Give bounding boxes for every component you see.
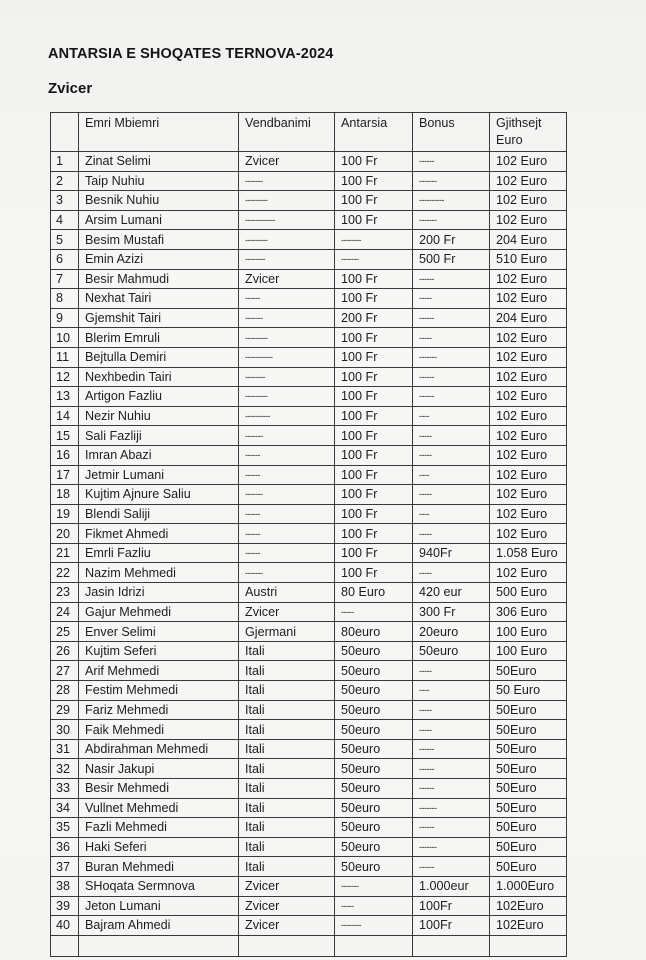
cell-bonus: ------: [413, 779, 490, 799]
table-row: [51, 269, 567, 289]
cell-total: 306 Euro: [490, 602, 567, 622]
cell-bonus: 420 eur: [413, 583, 490, 603]
table-row: [51, 249, 567, 269]
cell-number: 20: [51, 524, 79, 544]
cell-name: Taip Nuhiu: [79, 171, 239, 191]
empty-cell: [490, 935, 567, 956]
cell-total: 102 Euro: [490, 367, 567, 387]
cell-number: 3: [51, 191, 79, 211]
cell-name: Sali Fazliji: [79, 426, 239, 446]
cell-bonus: ------: [413, 367, 490, 387]
cell-total: 102 Euro: [490, 485, 567, 505]
cell-total: 102 Euro: [490, 152, 567, 172]
table-row: [51, 641, 567, 661]
cell-number: 35: [51, 818, 79, 838]
table-row: [51, 289, 567, 309]
cell-bonus: -----: [413, 445, 490, 465]
table-row: [51, 504, 567, 524]
cell-total: 100 Euro: [490, 641, 567, 661]
cell-residence: Gjermani: [239, 622, 335, 642]
empty-cell: [79, 935, 239, 956]
cell-name: SHoqata Sermnova: [79, 876, 239, 896]
cell-number: 27: [51, 661, 79, 681]
table-row: [51, 876, 567, 896]
cell-total: 50 Euro: [490, 681, 567, 701]
cell-residence: ------: [239, 289, 335, 309]
cell-residence: ------: [239, 445, 335, 465]
cell-residence: Itali: [239, 681, 335, 701]
cell-name: Nexhat Tairi: [79, 289, 239, 309]
table-row: [51, 191, 567, 211]
cell-name: Besir Mahmudi: [79, 269, 239, 289]
cell-number: 26: [51, 641, 79, 661]
cell-total: 102 Euro: [490, 563, 567, 583]
table-row: [51, 700, 567, 720]
cell-total: 102 Euro: [490, 289, 567, 309]
cell-residence: -------: [239, 308, 335, 328]
cell-name: Nezir Nuhiu: [79, 406, 239, 426]
cell-number: 36: [51, 837, 79, 857]
cell-bonus: 1.000eur: [413, 876, 490, 896]
table-row: [51, 896, 567, 916]
cell-name: Vullnet Mehmedi: [79, 798, 239, 818]
cell-bonus: 100Fr: [413, 896, 490, 916]
cell-number: 38: [51, 876, 79, 896]
cell-residence: -------: [239, 426, 335, 446]
cell-number: 2: [51, 171, 79, 191]
cell-bonus: -----: [413, 289, 490, 309]
cell-residence: Zvicer: [239, 152, 335, 172]
cell-name: Nazim Mehmedi: [79, 563, 239, 583]
cell-total: 102Euro: [490, 896, 567, 916]
cell-name: Nexhbedin Tairi: [79, 367, 239, 387]
cell-name: Jeton Lumani: [79, 896, 239, 916]
cell-name: Kujtim Ajnure Saliu: [79, 485, 239, 505]
header-bonus: Bonus: [413, 113, 490, 152]
cell-bonus: -----: [413, 661, 490, 681]
cell-membership: 100 Fr: [335, 152, 413, 172]
table-row: [51, 681, 567, 701]
cell-bonus: ----: [413, 504, 490, 524]
cell-residence: ------: [239, 543, 335, 563]
header-residence: Vendbanimi: [239, 113, 335, 152]
cell-membership: 200 Fr: [335, 308, 413, 328]
cell-residence: Zvicer: [239, 896, 335, 916]
cell-membership: 100 Fr: [335, 504, 413, 524]
cell-number: 4: [51, 210, 79, 230]
cell-residence: Itali: [239, 837, 335, 857]
cell-name: Arsim Lumani: [79, 210, 239, 230]
cell-name: Bejtulla Demiri: [79, 347, 239, 367]
cell-membership: --------: [335, 230, 413, 250]
cell-membership: 100 Fr: [335, 191, 413, 211]
table-body: [51, 152, 567, 957]
cell-total: 102 Euro: [490, 406, 567, 426]
cell-total: 102 Euro: [490, 210, 567, 230]
cell-number: 8: [51, 289, 79, 309]
cell-residence: ------------: [239, 210, 335, 230]
cell-bonus: 300 Fr: [413, 602, 490, 622]
cell-total: 102 Euro: [490, 171, 567, 191]
table-row: [51, 543, 567, 563]
cell-bonus: ----------: [413, 191, 490, 211]
cell-membership: 50euro: [335, 661, 413, 681]
cell-name: Imran Abazi: [79, 445, 239, 465]
cell-membership: 100 Fr: [335, 210, 413, 230]
table-row: [51, 367, 567, 387]
cell-name: Arif Mehmedi: [79, 661, 239, 681]
cell-bonus: -----: [413, 524, 490, 544]
cell-total: 102 Euro: [490, 387, 567, 407]
cell-total: 204 Euro: [490, 230, 567, 250]
cell-membership: -------: [335, 876, 413, 896]
cell-number: 24: [51, 602, 79, 622]
table-row: [51, 583, 567, 603]
cell-residence: ---------: [239, 328, 335, 348]
table-row: [51, 739, 567, 759]
cell-membership: 50euro: [335, 818, 413, 838]
cell-name: Emin Azizi: [79, 249, 239, 269]
cell-number: 22: [51, 563, 79, 583]
cell-total: 50Euro: [490, 661, 567, 681]
cell-name: Gajur Mehmedi: [79, 602, 239, 622]
table-row: [51, 387, 567, 407]
cell-number: 30: [51, 720, 79, 740]
cell-number: 18: [51, 485, 79, 505]
cell-number: 12: [51, 367, 79, 387]
cell-name: Fazli Mehmedi: [79, 818, 239, 838]
table-row: [51, 328, 567, 348]
cell-membership: 100 Fr: [335, 171, 413, 191]
table-row: [51, 661, 567, 681]
cell-bonus: -----: [413, 720, 490, 740]
cell-residence: Itali: [239, 779, 335, 799]
table-row: [51, 779, 567, 799]
table-row: [51, 308, 567, 328]
cell-residence: Itali: [239, 798, 335, 818]
cell-residence: ----------: [239, 406, 335, 426]
cell-total: 50Euro: [490, 857, 567, 877]
cell-total: 102 Euro: [490, 347, 567, 367]
cell-residence: ---------: [239, 387, 335, 407]
cell-bonus: 500 Fr: [413, 249, 490, 269]
cell-bonus: ------: [413, 818, 490, 838]
table-row: [51, 818, 567, 838]
cell-total: 50Euro: [490, 798, 567, 818]
cell-membership: -----: [335, 896, 413, 916]
cell-membership: 100 Fr: [335, 328, 413, 348]
cell-bonus: ------: [413, 387, 490, 407]
cell-membership: 100 Fr: [335, 289, 413, 309]
cell-membership: 100 Fr: [335, 406, 413, 426]
cell-residence: --------: [239, 249, 335, 269]
cell-number: 11: [51, 347, 79, 367]
cell-name: Jetmir Lumani: [79, 465, 239, 485]
cell-membership: 50euro: [335, 759, 413, 779]
cell-membership: 100 Fr: [335, 485, 413, 505]
cell-residence: ------: [239, 504, 335, 524]
cell-number: 39: [51, 896, 79, 916]
cell-residence: Itali: [239, 720, 335, 740]
cell-bonus: -------: [413, 210, 490, 230]
cell-bonus: -----: [413, 700, 490, 720]
cell-residence: Itali: [239, 641, 335, 661]
cell-residence: -----------: [239, 347, 335, 367]
cell-bonus: 50euro: [413, 641, 490, 661]
cell-number: 14: [51, 406, 79, 426]
cell-residence: Zvicer: [239, 269, 335, 289]
cell-name: Bajram Ahmedi: [79, 916, 239, 936]
header-membership: Antarsia: [335, 113, 413, 152]
cell-number: 9: [51, 308, 79, 328]
cell-name: Blerim Emruli: [79, 328, 239, 348]
cell-residence: Zvicer: [239, 602, 335, 622]
cell-total: 102 Euro: [490, 504, 567, 524]
cell-membership: 100 Fr: [335, 269, 413, 289]
cell-membership: 80euro: [335, 622, 413, 642]
cell-residence: Itali: [239, 661, 335, 681]
cell-number: 28: [51, 681, 79, 701]
cell-total: 102Euro: [490, 916, 567, 936]
cell-bonus: 940Fr: [413, 543, 490, 563]
cell-bonus: ------: [413, 308, 490, 328]
table-row: [51, 210, 567, 230]
cell-number: 10: [51, 328, 79, 348]
cell-residence: ------: [239, 524, 335, 544]
cell-total: 102 Euro: [490, 426, 567, 446]
cell-name: Abdirahman Mehmedi: [79, 739, 239, 759]
cell-residence: -------: [239, 563, 335, 583]
cell-bonus: -------: [413, 347, 490, 367]
cell-bonus: ----: [413, 681, 490, 701]
header-total: Gjithsejt Euro: [490, 113, 567, 152]
cell-residence: Zvicer: [239, 916, 335, 936]
cell-residence: Itali: [239, 857, 335, 877]
cell-membership: 100 Fr: [335, 367, 413, 387]
cell-bonus: -----: [413, 563, 490, 583]
table-row: [51, 916, 567, 936]
cell-number: 16: [51, 445, 79, 465]
cell-membership: 100 Fr: [335, 387, 413, 407]
cell-total: 204 Euro: [490, 308, 567, 328]
cell-total: 1.000Euro: [490, 876, 567, 896]
cell-membership: 100 Fr: [335, 426, 413, 446]
cell-bonus: 100Fr: [413, 916, 490, 936]
cell-number: 31: [51, 739, 79, 759]
cell-total: 1.058 Euro: [490, 543, 567, 563]
cell-total: 50Euro: [490, 739, 567, 759]
empty-table-row: [51, 935, 567, 956]
cell-bonus: 200 Fr: [413, 230, 490, 250]
cell-name: Nasir Jakupi: [79, 759, 239, 779]
cell-number: 25: [51, 622, 79, 642]
cell-bonus: -----: [413, 485, 490, 505]
table-row: [51, 465, 567, 485]
header-number: [51, 113, 79, 152]
cell-residence: Itali: [239, 700, 335, 720]
membership-table: [50, 112, 567, 957]
cell-residence: ---------: [239, 230, 335, 250]
cell-membership: 100 Fr: [335, 347, 413, 367]
cell-residence: Zvicer: [239, 876, 335, 896]
cell-name: Besnik Nuhiu: [79, 191, 239, 211]
cell-bonus: ------: [413, 759, 490, 779]
table-row: [51, 837, 567, 857]
cell-total: 100 Euro: [490, 622, 567, 642]
cell-bonus: ------: [413, 739, 490, 759]
cell-name: Buran Mehmedi: [79, 857, 239, 877]
empty-cell: [335, 935, 413, 956]
cell-membership: 80 Euro: [335, 583, 413, 603]
cell-bonus: -------: [413, 798, 490, 818]
cell-name: Blendi Saliji: [79, 504, 239, 524]
cell-membership: 50euro: [335, 798, 413, 818]
table-row: [51, 563, 567, 583]
cell-total: 50Euro: [490, 818, 567, 838]
cell-number: 5: [51, 230, 79, 250]
cell-membership: 50euro: [335, 779, 413, 799]
cell-residence: ---------: [239, 191, 335, 211]
cell-bonus: ----: [413, 465, 490, 485]
cell-name: Festim Mehmedi: [79, 681, 239, 701]
cell-number: 33: [51, 779, 79, 799]
cell-total: 102 Euro: [490, 328, 567, 348]
cell-number: 19: [51, 504, 79, 524]
table-header-row: [51, 113, 567, 152]
table-row: [51, 857, 567, 877]
cell-membership: 50euro: [335, 720, 413, 740]
cell-number: 40: [51, 916, 79, 936]
cell-membership: --------: [335, 916, 413, 936]
cell-residence: Austri: [239, 583, 335, 603]
cell-name: Fariz Mehmedi: [79, 700, 239, 720]
cell-total: 102 Euro: [490, 445, 567, 465]
cell-number: 34: [51, 798, 79, 818]
document-title: ANTARSIA E SHOQATES TERNOVA-2024: [48, 46, 334, 62]
cell-number: 21: [51, 543, 79, 563]
cell-membership: -----: [335, 602, 413, 622]
table-row: [51, 485, 567, 505]
cell-residence: Itali: [239, 739, 335, 759]
cell-name: Fikmet Ahmedi: [79, 524, 239, 544]
empty-cell: [51, 935, 79, 956]
cell-total: 102 Euro: [490, 524, 567, 544]
cell-membership: -------: [335, 249, 413, 269]
cell-membership: 100 Fr: [335, 465, 413, 485]
table-row: [51, 230, 567, 250]
table-row: [51, 720, 567, 740]
table-row: [51, 171, 567, 191]
cell-membership: 50euro: [335, 739, 413, 759]
cell-number: 37: [51, 857, 79, 877]
cell-name: Haki Seferi: [79, 837, 239, 857]
cell-residence: Itali: [239, 818, 335, 838]
cell-membership: 50euro: [335, 681, 413, 701]
section-heading: Zvicer: [48, 80, 93, 97]
cell-total: 50Euro: [490, 759, 567, 779]
cell-membership: 50euro: [335, 641, 413, 661]
cell-membership: 100 Fr: [335, 563, 413, 583]
cell-number: 1: [51, 152, 79, 172]
cell-number: 15: [51, 426, 79, 446]
cell-number: 32: [51, 759, 79, 779]
cell-name: Gjemshit Tairi: [79, 308, 239, 328]
cell-residence: Itali: [239, 759, 335, 779]
cell-name: Jasin Idrizi: [79, 583, 239, 603]
cell-number: 23: [51, 583, 79, 603]
cell-bonus: 20euro: [413, 622, 490, 642]
cell-bonus: ------: [413, 857, 490, 877]
cell-bonus: ------: [413, 269, 490, 289]
cell-residence: --------: [239, 367, 335, 387]
table-row: [51, 524, 567, 544]
cell-name: Enver Selimi: [79, 622, 239, 642]
cell-bonus: ----: [413, 406, 490, 426]
cell-name: Zinat Selimi: [79, 152, 239, 172]
cell-membership: 50euro: [335, 700, 413, 720]
cell-number: 29: [51, 700, 79, 720]
cell-name: Artigon Fazliu: [79, 387, 239, 407]
cell-membership: 50euro: [335, 837, 413, 857]
cell-number: 7: [51, 269, 79, 289]
empty-cell: [413, 935, 490, 956]
cell-total: 102 Euro: [490, 191, 567, 211]
cell-name: Besim Mustafi: [79, 230, 239, 250]
cell-bonus: ------: [413, 152, 490, 172]
cell-residence: -------: [239, 485, 335, 505]
cell-membership: 100 Fr: [335, 445, 413, 465]
header-name: Emri Mbiemri: [79, 113, 239, 152]
cell-total: 50Euro: [490, 700, 567, 720]
table-row: [51, 759, 567, 779]
cell-bonus: -----: [413, 426, 490, 446]
cell-bonus: -------: [413, 171, 490, 191]
cell-name: Besir Mehmedi: [79, 779, 239, 799]
cell-residence: -------: [239, 171, 335, 191]
cell-number: 17: [51, 465, 79, 485]
cell-total: 500 Euro: [490, 583, 567, 603]
table-row: [51, 602, 567, 622]
cell-total: 510 Euro: [490, 249, 567, 269]
cell-name: Emrli Fazliu: [79, 543, 239, 563]
table-row: [51, 622, 567, 642]
cell-name: Kujtim Seferi: [79, 641, 239, 661]
cell-total: 102 Euro: [490, 465, 567, 485]
cell-total: 50Euro: [490, 779, 567, 799]
table-row: [51, 445, 567, 465]
cell-number: 6: [51, 249, 79, 269]
cell-number: 13: [51, 387, 79, 407]
cell-residence: ------: [239, 465, 335, 485]
cell-bonus: -------: [413, 837, 490, 857]
table-row: [51, 347, 567, 367]
table-row: [51, 426, 567, 446]
cell-membership: 100 Fr: [335, 524, 413, 544]
table-row: [51, 406, 567, 426]
cell-total: 50Euro: [490, 720, 567, 740]
cell-membership: 50euro: [335, 857, 413, 877]
table-row: [51, 798, 567, 818]
cell-bonus: -----: [413, 328, 490, 348]
cell-total: 50Euro: [490, 837, 567, 857]
cell-name: Faik Mehmedi: [79, 720, 239, 740]
empty-cell: [239, 935, 335, 956]
cell-total: 102 Euro: [490, 269, 567, 289]
table-row: [51, 152, 567, 172]
cell-membership: 100 Fr: [335, 543, 413, 563]
